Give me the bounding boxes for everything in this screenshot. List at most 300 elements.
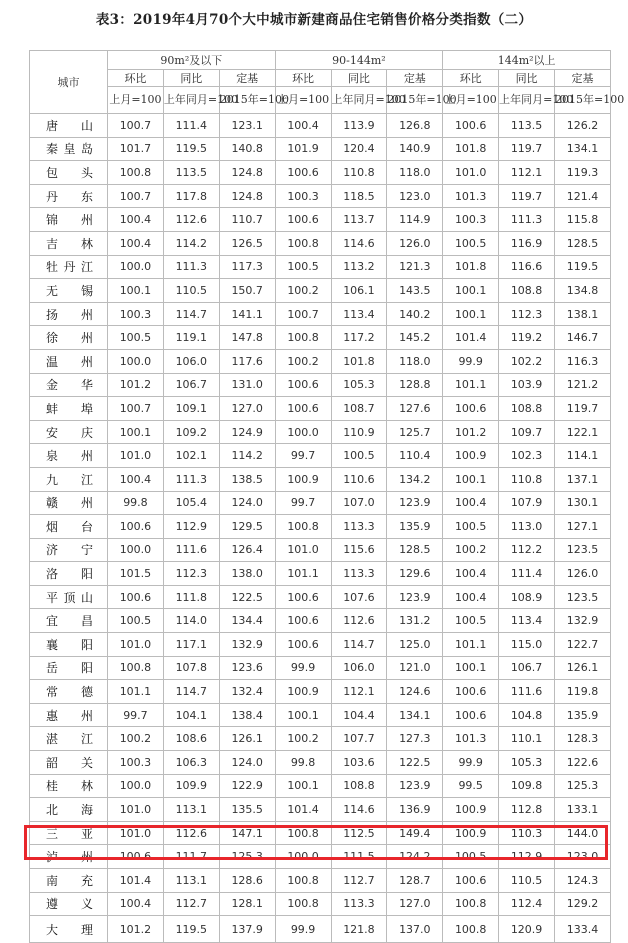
value-cell: 100.6 <box>275 585 331 609</box>
table-body <box>30 114 611 943</box>
value-cell: 112.9 <box>499 845 555 869</box>
value-cell: 106.7 <box>499 656 555 680</box>
city-cell: 金华 <box>30 373 108 397</box>
value-cell: 122.5 <box>219 585 275 609</box>
value-cell: 124.0 <box>219 491 275 515</box>
table-row <box>30 751 611 775</box>
city-cell: 北海 <box>30 798 108 822</box>
value-cell: 100.5 <box>108 326 164 350</box>
value-cell: 100.4 <box>443 562 499 586</box>
value-cell: 113.5 <box>499 114 555 138</box>
value-cell: 101.9 <box>275 137 331 161</box>
value-cell: 100.7 <box>275 302 331 326</box>
table-row <box>30 349 611 373</box>
value-cell: 108.9 <box>499 585 555 609</box>
value-cell: 111.6 <box>163 538 219 562</box>
table-row <box>30 727 611 751</box>
table-row <box>30 137 611 161</box>
value-cell: 102.1 <box>163 444 219 468</box>
value-cell: 120.4 <box>331 137 387 161</box>
value-cell: 101.2 <box>443 420 499 444</box>
value-cell: 100.3 <box>108 751 164 775</box>
city-cell: 济宁 <box>30 538 108 562</box>
value-cell: 100.9 <box>275 680 331 704</box>
value-cell: 100.4 <box>108 208 164 232</box>
table-row <box>30 208 611 232</box>
value-cell: 117.6 <box>219 349 275 373</box>
value-cell: 122.7 <box>555 633 611 657</box>
value-cell: 119.7 <box>499 184 555 208</box>
city-cell: 无锡 <box>30 279 108 303</box>
value-cell: 128.5 <box>555 231 611 255</box>
value-cell: 105.4 <box>163 491 219 515</box>
value-cell: 111.7 <box>163 845 219 869</box>
value-cell: 134.8 <box>555 279 611 303</box>
table-row <box>30 798 611 822</box>
value-cell: 100.4 <box>443 491 499 515</box>
value-cell: 113.9 <box>331 114 387 138</box>
value-cell: 119.5 <box>163 916 219 943</box>
value-cell: 125.3 <box>219 845 275 869</box>
value-cell: 124.0 <box>219 751 275 775</box>
base-2015: 2015年=100 <box>387 87 443 114</box>
value-cell: 110.4 <box>387 444 443 468</box>
base-prev-month: 上月=100 <box>443 87 499 114</box>
city-cell: 襄阳 <box>30 633 108 657</box>
value-cell: 126.5 <box>219 231 275 255</box>
table-row <box>30 397 611 421</box>
value-cell: 100.8 <box>275 869 331 893</box>
value-cell: 113.1 <box>163 798 219 822</box>
value-cell: 129.2 <box>555 892 611 916</box>
city-cell: 惠州 <box>30 703 108 727</box>
value-cell: 105.3 <box>499 751 555 775</box>
value-cell: 101.2 <box>108 916 164 943</box>
value-cell: 101.0 <box>108 798 164 822</box>
value-cell: 119.7 <box>499 137 555 161</box>
sub-header-mom: 环比 <box>108 70 164 87</box>
table-row <box>30 821 611 845</box>
table-row <box>30 656 611 680</box>
value-cell: 116.3 <box>555 349 611 373</box>
value-cell: 127.0 <box>387 892 443 916</box>
value-cell: 100.6 <box>275 609 331 633</box>
value-cell: 119.5 <box>163 137 219 161</box>
value-cell: 123.6 <box>219 656 275 680</box>
value-cell: 100.9 <box>443 444 499 468</box>
city-cell: 烟台 <box>30 515 108 539</box>
value-cell: 103.9 <box>499 373 555 397</box>
table-row <box>30 326 611 350</box>
value-cell: 123.9 <box>387 585 443 609</box>
value-cell: 123.0 <box>555 845 611 869</box>
city-cell: 泉州 <box>30 444 108 468</box>
value-cell: 100.5 <box>443 231 499 255</box>
value-cell: 118.5 <box>331 184 387 208</box>
value-cell: 114.1 <box>555 444 611 468</box>
value-cell: 127.6 <box>387 397 443 421</box>
table-row <box>30 444 611 468</box>
value-cell: 101.1 <box>108 680 164 704</box>
value-cell: 100.7 <box>108 184 164 208</box>
value-cell: 100.2 <box>275 349 331 373</box>
value-cell: 100.3 <box>275 184 331 208</box>
value-cell: 113.0 <box>499 515 555 539</box>
table-row <box>30 467 611 491</box>
value-cell: 101.8 <box>443 255 499 279</box>
value-cell: 106.1 <box>331 279 387 303</box>
value-cell: 137.1 <box>555 467 611 491</box>
value-cell: 100.6 <box>275 373 331 397</box>
value-cell: 130.1 <box>555 491 611 515</box>
value-cell: 129.5 <box>219 515 275 539</box>
value-cell: 146.7 <box>555 326 611 350</box>
table-row <box>30 515 611 539</box>
city-cell: 湛江 <box>30 727 108 751</box>
value-cell: 100.1 <box>275 703 331 727</box>
city-cell: 锦州 <box>30 208 108 232</box>
value-cell: 100.8 <box>275 326 331 350</box>
city-cell: 温州 <box>30 349 108 373</box>
value-cell: 119.8 <box>555 680 611 704</box>
value-cell: 101.1 <box>443 373 499 397</box>
value-cell: 113.3 <box>331 515 387 539</box>
value-cell: 100.3 <box>108 302 164 326</box>
value-cell: 111.8 <box>163 585 219 609</box>
value-cell: 101.4 <box>275 798 331 822</box>
value-cell: 150.7 <box>219 279 275 303</box>
value-cell: 132.4 <box>219 680 275 704</box>
value-cell: 100.2 <box>275 727 331 751</box>
value-cell: 138.1 <box>555 302 611 326</box>
city-cell: 丹东 <box>30 184 108 208</box>
value-cell: 131.0 <box>219 373 275 397</box>
value-cell: 100.4 <box>108 467 164 491</box>
value-cell: 112.6 <box>163 821 219 845</box>
value-cell: 118.0 <box>387 349 443 373</box>
sub-header-fixed: 定基 <box>555 70 611 87</box>
value-cell: 99.9 <box>443 349 499 373</box>
value-cell: 114.7 <box>163 302 219 326</box>
value-cell: 100.6 <box>443 397 499 421</box>
value-cell: 125.3 <box>555 774 611 798</box>
value-cell: 126.8 <box>387 114 443 138</box>
value-cell: 123.0 <box>387 184 443 208</box>
value-cell: 143.5 <box>387 279 443 303</box>
value-cell: 100.2 <box>108 727 164 751</box>
value-cell: 140.2 <box>387 302 443 326</box>
value-cell: 108.8 <box>499 279 555 303</box>
value-cell: 114.7 <box>331 633 387 657</box>
value-cell: 122.6 <box>555 751 611 775</box>
city-cell: 牡丹江 <box>30 255 108 279</box>
value-cell: 135.5 <box>219 798 275 822</box>
value-cell: 126.2 <box>555 114 611 138</box>
value-cell: 119.2 <box>499 326 555 350</box>
value-cell: 109.8 <box>499 774 555 798</box>
value-cell: 126.0 <box>387 231 443 255</box>
value-cell: 136.9 <box>387 798 443 822</box>
value-cell: 112.8 <box>499 798 555 822</box>
value-cell: 110.3 <box>499 821 555 845</box>
sub-header-mom: 环比 <box>275 70 331 87</box>
city-column-header: 城市 <box>30 51 108 114</box>
table-row <box>30 302 611 326</box>
sub-header-yoy: 同比 <box>331 70 387 87</box>
city-cell: 岳阳 <box>30 656 108 680</box>
value-cell: 101.0 <box>108 444 164 468</box>
table-row <box>30 703 611 727</box>
value-cell: 134.2 <box>387 467 443 491</box>
value-cell: 100.2 <box>443 538 499 562</box>
value-cell: 100.6 <box>108 585 164 609</box>
value-cell: 113.3 <box>331 562 387 586</box>
value-cell: 100.2 <box>275 279 331 303</box>
value-cell: 107.6 <box>331 585 387 609</box>
value-cell: 107.7 <box>331 727 387 751</box>
base-prev-year: 上年同月=100 <box>499 87 555 114</box>
value-cell: 100.8 <box>443 916 499 943</box>
value-cell: 122.5 <box>387 751 443 775</box>
value-cell: 132.9 <box>555 609 611 633</box>
value-cell: 100.6 <box>108 515 164 539</box>
value-cell: 125.7 <box>387 420 443 444</box>
value-cell: 100.6 <box>275 208 331 232</box>
table-row <box>30 585 611 609</box>
value-cell: 140.8 <box>219 137 275 161</box>
value-cell: 121.2 <box>555 373 611 397</box>
value-cell: 100.8 <box>108 161 164 185</box>
city-cell: 平顶山 <box>30 585 108 609</box>
value-cell: 99.7 <box>275 491 331 515</box>
value-cell: 112.3 <box>163 562 219 586</box>
header-group-row <box>30 51 611 70</box>
value-cell: 108.7 <box>331 397 387 421</box>
value-cell: 111.6 <box>499 680 555 704</box>
value-cell: 126.0 <box>555 562 611 586</box>
table-row <box>30 184 611 208</box>
value-cell: 117.8 <box>163 184 219 208</box>
table-row <box>30 538 611 562</box>
value-cell: 101.0 <box>275 538 331 562</box>
value-cell: 117.1 <box>163 633 219 657</box>
value-cell: 109.2 <box>163 420 219 444</box>
value-cell: 138.5 <box>219 467 275 491</box>
value-cell: 110.8 <box>499 467 555 491</box>
value-cell: 149.4 <box>387 821 443 845</box>
value-cell: 113.4 <box>331 302 387 326</box>
city-cell: 南充 <box>30 869 108 893</box>
value-cell: 100.9 <box>275 467 331 491</box>
value-cell: 138.0 <box>219 562 275 586</box>
value-cell: 114.7 <box>163 680 219 704</box>
value-cell: 100.5 <box>275 255 331 279</box>
table-row <box>30 114 611 138</box>
table-row <box>30 562 611 586</box>
value-cell: 112.9 <box>163 515 219 539</box>
value-cell: 112.2 <box>499 538 555 562</box>
table-row <box>30 633 611 657</box>
value-cell: 116.6 <box>499 255 555 279</box>
value-cell: 109.1 <box>163 397 219 421</box>
value-cell: 131.2 <box>387 609 443 633</box>
value-cell: 113.3 <box>331 892 387 916</box>
value-cell: 138.4 <box>219 703 275 727</box>
value-cell: 115.0 <box>499 633 555 657</box>
value-cell: 134.1 <box>387 703 443 727</box>
city-cell: 蚌埠 <box>30 397 108 421</box>
value-cell: 100.1 <box>443 467 499 491</box>
value-cell: 99.9 <box>275 656 331 680</box>
value-cell: 99.7 <box>108 703 164 727</box>
value-cell: 114.6 <box>331 231 387 255</box>
value-cell: 106.3 <box>163 751 219 775</box>
value-cell: 104.8 <box>499 703 555 727</box>
table-row <box>30 892 611 916</box>
value-cell: 108.8 <box>499 397 555 421</box>
table-row <box>30 161 611 185</box>
value-cell: 100.7 <box>108 114 164 138</box>
value-cell: 111.5 <box>331 845 387 869</box>
value-cell: 103.6 <box>331 751 387 775</box>
value-cell: 101.2 <box>108 373 164 397</box>
table-row <box>30 774 611 798</box>
value-cell: 116.9 <box>499 231 555 255</box>
value-cell: 114.9 <box>387 208 443 232</box>
value-cell: 100.9 <box>443 798 499 822</box>
base-prev-month: 上月=100 <box>275 87 331 114</box>
value-cell: 100.4 <box>443 585 499 609</box>
value-cell: 111.3 <box>499 208 555 232</box>
value-cell: 123.1 <box>219 114 275 138</box>
value-cell: 113.4 <box>499 609 555 633</box>
sub-header-fixed: 定基 <box>219 70 275 87</box>
value-cell: 100.1 <box>443 656 499 680</box>
value-cell: 128.6 <box>219 869 275 893</box>
value-cell: 121.4 <box>555 184 611 208</box>
value-cell: 107.9 <box>499 491 555 515</box>
table-row <box>30 680 611 704</box>
value-cell: 100.6 <box>443 114 499 138</box>
value-cell: 99.9 <box>275 916 331 943</box>
table-row <box>30 916 611 943</box>
value-cell: 128.5 <box>387 538 443 562</box>
value-cell: 115.6 <box>331 538 387 562</box>
value-cell: 100.4 <box>108 892 164 916</box>
value-cell: 124.6 <box>387 680 443 704</box>
value-cell: 99.5 <box>443 774 499 798</box>
value-cell: 100.8 <box>275 231 331 255</box>
city-cell: 泸州 <box>30 845 108 869</box>
value-cell: 127.0 <box>219 397 275 421</box>
header-base-row <box>30 87 611 114</box>
value-cell: 124.2 <box>387 845 443 869</box>
value-cell: 109.7 <box>499 420 555 444</box>
value-cell: 147.1 <box>219 821 275 845</box>
value-cell: 100.0 <box>275 420 331 444</box>
value-cell: 112.5 <box>331 821 387 845</box>
table-row <box>30 845 611 869</box>
base-prev-month: 上月=100 <box>108 87 164 114</box>
value-cell: 113.1 <box>163 869 219 893</box>
value-cell: 121.3 <box>387 255 443 279</box>
city-cell: 大理 <box>30 916 108 943</box>
value-cell: 100.8 <box>443 892 499 916</box>
value-cell: 100.5 <box>443 845 499 869</box>
value-cell: 101.0 <box>443 161 499 185</box>
value-cell: 101.0 <box>108 821 164 845</box>
value-cell: 141.1 <box>219 302 275 326</box>
value-cell: 100.6 <box>443 869 499 893</box>
value-cell: 127.3 <box>387 727 443 751</box>
group-header-small: 90m²及以下 <box>108 51 276 70</box>
city-cell: 洛阳 <box>30 562 108 586</box>
city-cell: 秦皇岛 <box>30 137 108 161</box>
table-row <box>30 373 611 397</box>
value-cell: 100.5 <box>443 609 499 633</box>
value-cell: 109.9 <box>163 774 219 798</box>
value-cell: 100.6 <box>275 397 331 421</box>
city-cell: 安庆 <box>30 420 108 444</box>
value-cell: 100.8 <box>275 515 331 539</box>
value-cell: 99.8 <box>108 491 164 515</box>
value-cell: 106.0 <box>331 656 387 680</box>
value-cell: 100.5 <box>443 515 499 539</box>
value-cell: 107.0 <box>331 491 387 515</box>
value-cell: 102.3 <box>499 444 555 468</box>
value-cell: 101.3 <box>443 727 499 751</box>
table-row <box>30 231 611 255</box>
value-cell: 140.9 <box>387 137 443 161</box>
value-cell: 126.1 <box>219 727 275 751</box>
value-cell: 106.7 <box>163 373 219 397</box>
value-cell: 110.5 <box>499 869 555 893</box>
table-row <box>30 420 611 444</box>
base-2015: 2015年=100 <box>219 87 275 114</box>
value-cell: 144.0 <box>555 821 611 845</box>
group-header-large: 144m²以上 <box>443 51 611 70</box>
value-cell: 123.5 <box>555 585 611 609</box>
value-cell: 137.9 <box>219 916 275 943</box>
value-cell: 128.3 <box>555 727 611 751</box>
value-cell: 135.9 <box>387 515 443 539</box>
city-cell: 三亚 <box>30 821 108 845</box>
value-cell: 105.3 <box>331 373 387 397</box>
value-cell: 101.1 <box>443 633 499 657</box>
value-cell: 100.1 <box>443 279 499 303</box>
value-cell: 128.7 <box>387 869 443 893</box>
sub-header-mom: 环比 <box>443 70 499 87</box>
value-cell: 101.0 <box>108 633 164 657</box>
value-cell: 113.2 <box>331 255 387 279</box>
city-cell: 扬州 <box>30 302 108 326</box>
value-cell: 122.9 <box>219 774 275 798</box>
value-cell: 124.9 <box>219 420 275 444</box>
table-row <box>30 279 611 303</box>
price-index-table <box>29 50 625 943</box>
value-cell: 124.8 <box>219 184 275 208</box>
value-cell: 110.1 <box>499 727 555 751</box>
value-cell: 112.4 <box>499 892 555 916</box>
value-cell: 114.0 <box>163 609 219 633</box>
value-cell: 119.3 <box>555 161 611 185</box>
value-cell: 111.4 <box>499 562 555 586</box>
value-cell: 108.6 <box>163 727 219 751</box>
value-cell: 100.0 <box>108 538 164 562</box>
value-cell: 119.1 <box>163 326 219 350</box>
base-prev-year: 上年同月=100 <box>163 87 219 114</box>
value-cell: 114.6 <box>331 798 387 822</box>
